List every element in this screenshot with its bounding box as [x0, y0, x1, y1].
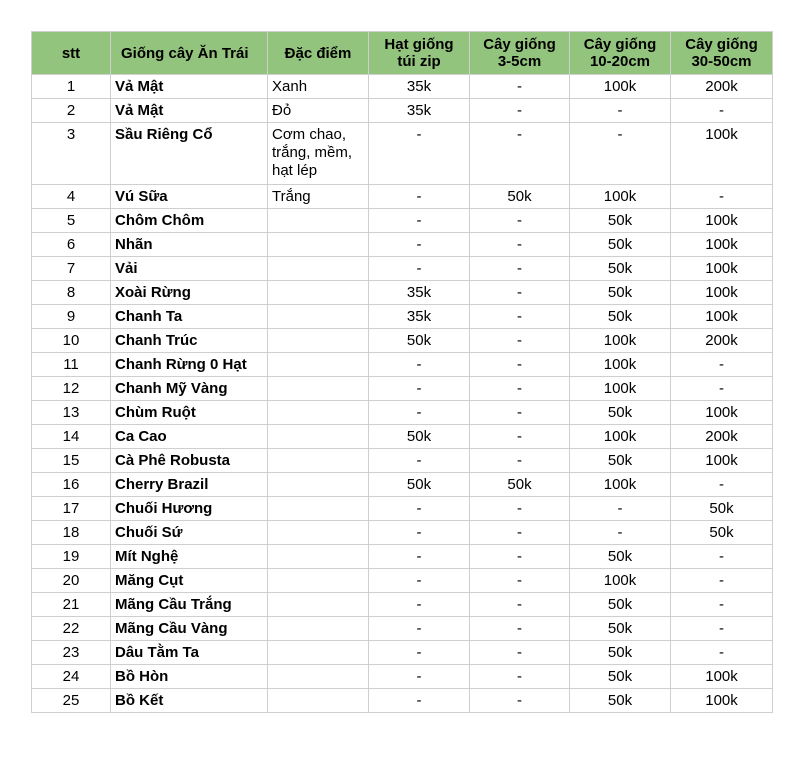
- cell-seedling-3-5-price: -: [470, 329, 570, 353]
- cell-name: Xoài Rừng: [111, 281, 268, 305]
- header-s1020-line2: 10-20cm: [589, 53, 651, 70]
- header-name: [111, 32, 268, 75]
- table-row: [32, 569, 773, 593]
- cell-seedling-3-5-price: -: [470, 641, 570, 665]
- table-row: [32, 545, 773, 569]
- cell-feature: [268, 473, 369, 497]
- table-row: [32, 473, 773, 497]
- cell-seedling-3-5-price: -: [470, 377, 570, 401]
- cell-seed-price: -: [369, 185, 470, 209]
- table-row: [32, 233, 773, 257]
- cell-stt: 7: [32, 257, 111, 281]
- table-row: [32, 353, 773, 377]
- table-row: [32, 593, 773, 617]
- table-row: [32, 75, 773, 99]
- cell-stt: 16: [32, 473, 111, 497]
- cell-seed-price: 50k: [369, 329, 470, 353]
- header-seedling-10-20: [570, 32, 671, 75]
- table-row: [32, 99, 773, 123]
- cell-feature: [268, 257, 369, 281]
- cell-seedling-10-20-price: -: [570, 123, 671, 185]
- cell-seedling-3-5-price: -: [470, 281, 570, 305]
- cell-seedling-3-5-price: -: [470, 233, 570, 257]
- cell-seedling-10-20-price: 100k: [570, 353, 671, 377]
- cell-stt: 24: [32, 665, 111, 689]
- table-row: [32, 281, 773, 305]
- cell-feature: [268, 401, 369, 425]
- cell-seedling-10-20-price: 100k: [570, 569, 671, 593]
- cell-name: Vú Sữa: [111, 185, 268, 209]
- cell-name: Chanh Trúc: [111, 329, 268, 353]
- cell-feature: [268, 641, 369, 665]
- cell-seedling-30-50-price: 100k: [671, 281, 773, 305]
- cell-name: Mãng Cầu Trắng: [111, 593, 268, 617]
- cell-seedling-10-20-price: 100k: [570, 377, 671, 401]
- cell-seedling-3-5-price: -: [470, 569, 570, 593]
- cell-seedling-10-20-price: 50k: [570, 665, 671, 689]
- cell-seedling-30-50-price: 100k: [671, 689, 773, 713]
- cell-seed-price: -: [369, 665, 470, 689]
- cell-seedling-30-50-price: 100k: [671, 123, 773, 185]
- cell-seedling-10-20-price: 50k: [570, 257, 671, 281]
- cell-stt: 25: [32, 689, 111, 713]
- cell-seedling-10-20-price: 50k: [570, 281, 671, 305]
- cell-seedling-3-5-price: -: [470, 353, 570, 377]
- cell-name: Cherry Brazil: [111, 473, 268, 497]
- table-row: [32, 401, 773, 425]
- header-stt: [32, 32, 111, 75]
- header-s35-line1: Cây giống: [483, 36, 556, 53]
- cell-feature: [268, 497, 369, 521]
- cell-seedling-3-5-price: -: [470, 497, 570, 521]
- cell-seed-price: 35k: [369, 281, 470, 305]
- cell-feature: Trắng: [268, 185, 369, 209]
- table-row: [32, 425, 773, 449]
- cell-seedling-3-5-price: 50k: [470, 473, 570, 497]
- cell-name: Bồ Hòn: [111, 665, 268, 689]
- cell-seedling-3-5-price: -: [470, 123, 570, 185]
- cell-seed-price: -: [369, 521, 470, 545]
- header-s3050-line1: Cây giống: [685, 36, 758, 53]
- cell-feature: [268, 521, 369, 545]
- cell-seedling-10-20-price: 50k: [570, 689, 671, 713]
- cell-seedling-3-5-price: 50k: [470, 185, 570, 209]
- cell-seed-price: -: [369, 497, 470, 521]
- cell-seedling-10-20-price: 100k: [570, 473, 671, 497]
- cell-seedling-3-5-price: -: [470, 257, 570, 281]
- cell-seedling-10-20-price: -: [570, 99, 671, 123]
- cell-feature: [268, 305, 369, 329]
- cell-stt: 12: [32, 377, 111, 401]
- cell-name: Chuối Hương: [111, 497, 268, 521]
- table-header: [32, 32, 773, 75]
- cell-name: Ca Cao: [111, 425, 268, 449]
- cell-feature: [268, 665, 369, 689]
- header-seedling-30-50: [671, 32, 773, 75]
- cell-seedling-30-50-price: 100k: [671, 257, 773, 281]
- cell-seedling-3-5-price: -: [470, 425, 570, 449]
- table-row: [32, 449, 773, 473]
- header-seed-line2: túi zip: [397, 53, 441, 70]
- cell-seedling-10-20-price: 100k: [570, 425, 671, 449]
- cell-feature: [268, 449, 369, 473]
- cell-seedling-30-50-price: -: [671, 99, 773, 123]
- cell-name: Nhãn: [111, 233, 268, 257]
- cell-stt: 18: [32, 521, 111, 545]
- cell-feature: [268, 617, 369, 641]
- cell-seedling-3-5-price: -: [470, 99, 570, 123]
- cell-feature: Xanh: [268, 75, 369, 99]
- cell-seed-price: -: [369, 209, 470, 233]
- cell-seed-price: 50k: [369, 425, 470, 449]
- cell-stt: 23: [32, 641, 111, 665]
- cell-seedling-30-50-price: -: [671, 617, 773, 641]
- cell-seed-price: -: [369, 593, 470, 617]
- cell-seedling-10-20-price: 50k: [570, 545, 671, 569]
- table-row: [32, 617, 773, 641]
- cell-feature: [268, 329, 369, 353]
- cell-seedling-10-20-price: -: [570, 521, 671, 545]
- table-row: [32, 665, 773, 689]
- cell-seed-price: -: [369, 689, 470, 713]
- table-row: [32, 521, 773, 545]
- table-row: [32, 185, 773, 209]
- price-table: [31, 31, 773, 713]
- cell-stt: 19: [32, 545, 111, 569]
- cell-name: Mít Nghệ: [111, 545, 268, 569]
- cell-seed-price: -: [369, 257, 470, 281]
- cell-feature: [268, 281, 369, 305]
- cell-seedling-3-5-price: -: [470, 401, 570, 425]
- cell-seedling-30-50-price: -: [671, 185, 773, 209]
- cell-seedling-30-50-price: -: [671, 569, 773, 593]
- cell-name: Dâu Tằm Ta: [111, 641, 268, 665]
- table-row: [32, 641, 773, 665]
- cell-seedling-3-5-price: -: [470, 545, 570, 569]
- cell-name: Sầu Riêng Cổ: [111, 123, 268, 185]
- cell-stt: 9: [32, 305, 111, 329]
- cell-stt: 21: [32, 593, 111, 617]
- cell-stt: 13: [32, 401, 111, 425]
- cell-seedling-10-20-price: 50k: [570, 209, 671, 233]
- cell-seedling-10-20-price: 100k: [570, 185, 671, 209]
- cell-stt: 6: [32, 233, 111, 257]
- cell-seedling-30-50-price: -: [671, 377, 773, 401]
- cell-seedling-30-50-price: 50k: [671, 497, 773, 521]
- table-row: [32, 209, 773, 233]
- cell-stt: 2: [32, 99, 111, 123]
- cell-seed-price: 50k: [369, 473, 470, 497]
- cell-seedling-30-50-price: 100k: [671, 665, 773, 689]
- cell-seedling-30-50-price: 100k: [671, 233, 773, 257]
- cell-seedling-10-20-price: 50k: [570, 401, 671, 425]
- cell-name: Chùm Ruột: [111, 401, 268, 425]
- cell-feature: [268, 209, 369, 233]
- cell-feature: Đỏ: [268, 99, 369, 123]
- cell-stt: 4: [32, 185, 111, 209]
- table-row: [32, 329, 773, 353]
- cell-seedling-10-20-price: 100k: [570, 329, 671, 353]
- cell-seedling-30-50-price: -: [671, 353, 773, 377]
- cell-feature: [268, 353, 369, 377]
- cell-name: Chanh Ta: [111, 305, 268, 329]
- cell-name: Chôm Chôm: [111, 209, 268, 233]
- cell-stt: 5: [32, 209, 111, 233]
- cell-seedling-3-5-price: -: [470, 305, 570, 329]
- header-seed: [369, 32, 470, 75]
- cell-seedling-30-50-price: 50k: [671, 521, 773, 545]
- cell-seed-price: -: [369, 569, 470, 593]
- cell-stt: 22: [32, 617, 111, 641]
- header-s35-line2: 3-5cm: [497, 53, 542, 70]
- cell-seedling-30-50-price: 100k: [671, 449, 773, 473]
- cell-name: Vả Mật: [111, 99, 268, 123]
- cell-seed-price: -: [369, 353, 470, 377]
- cell-seedling-30-50-price: -: [671, 473, 773, 497]
- header-name-label: Giống cây Ăn Trái: [121, 44, 249, 62]
- cell-stt: 11: [32, 353, 111, 377]
- cell-seedling-10-20-price: 50k: [570, 305, 671, 329]
- cell-seed-price: -: [369, 377, 470, 401]
- cell-name: Chuối Sứ: [111, 521, 268, 545]
- cell-stt: 14: [32, 425, 111, 449]
- cell-name: Chanh Mỹ Vàng: [111, 377, 268, 401]
- cell-seedling-3-5-price: -: [470, 689, 570, 713]
- header-seedling-3-5: [470, 32, 570, 75]
- cell-seedling-10-20-price: 50k: [570, 233, 671, 257]
- cell-stt: 20: [32, 569, 111, 593]
- cell-seedling-3-5-price: -: [470, 617, 570, 641]
- cell-seedling-10-20-price: 50k: [570, 449, 671, 473]
- header-s3050-line2: 30-50cm: [691, 53, 752, 70]
- cell-seedling-30-50-price: -: [671, 545, 773, 569]
- cell-seedling-10-20-price: 50k: [570, 641, 671, 665]
- cell-feature: [268, 545, 369, 569]
- cell-seed-price: -: [369, 401, 470, 425]
- header-seed-line1: Hạt giống: [384, 36, 454, 53]
- cell-stt: 1: [32, 75, 111, 99]
- cell-seedling-3-5-price: -: [470, 75, 570, 99]
- cell-seedling-30-50-price: 200k: [671, 329, 773, 353]
- cell-seed-price: -: [369, 449, 470, 473]
- cell-seedling-30-50-price: 100k: [671, 401, 773, 425]
- cell-feature: [268, 593, 369, 617]
- cell-seedling-10-20-price: 50k: [570, 593, 671, 617]
- table-row: [32, 689, 773, 713]
- cell-stt: 10: [32, 329, 111, 353]
- cell-name: Măng Cụt: [111, 569, 268, 593]
- cell-stt: 15: [32, 449, 111, 473]
- cell-feature: Cơm chao, trắng, mềm, hạt lép: [268, 123, 369, 185]
- cell-seedling-10-20-price: 100k: [570, 75, 671, 99]
- cell-seedling-30-50-price: 200k: [671, 425, 773, 449]
- cell-seed-price: 35k: [369, 99, 470, 123]
- cell-name: Bồ Kết: [111, 689, 268, 713]
- header-feature-label: Đặc điểm: [284, 44, 352, 62]
- cell-name: Mãng Cầu Vàng: [111, 617, 268, 641]
- cell-seedling-3-5-price: -: [470, 209, 570, 233]
- cell-seed-price: -: [369, 617, 470, 641]
- cell-seedling-3-5-price: -: [470, 593, 570, 617]
- cell-stt: 3: [32, 123, 111, 185]
- cell-seedling-10-20-price: -: [570, 497, 671, 521]
- cell-seedling-30-50-price: 100k: [671, 305, 773, 329]
- cell-seed-price: -: [369, 545, 470, 569]
- cell-seedling-3-5-price: -: [470, 521, 570, 545]
- cell-stt: 17: [32, 497, 111, 521]
- cell-seedling-10-20-price: 50k: [570, 617, 671, 641]
- cell-seedling-3-5-price: -: [470, 665, 570, 689]
- table-row: [32, 305, 773, 329]
- cell-seedling-30-50-price: 100k: [671, 209, 773, 233]
- table-row: [32, 257, 773, 281]
- cell-name: Cà Phê Robusta: [111, 449, 268, 473]
- cell-seed-price: -: [369, 233, 470, 257]
- cell-seedling-30-50-price: 200k: [671, 75, 773, 99]
- cell-name: Chanh Rừng 0 Hạt: [111, 353, 268, 377]
- table-row: [32, 123, 773, 185]
- cell-stt: 8: [32, 281, 111, 305]
- header-row: [32, 32, 773, 75]
- cell-seed-price: 35k: [369, 75, 470, 99]
- cell-feature: [268, 377, 369, 401]
- cell-feature: [268, 569, 369, 593]
- cell-name: Vả Mật: [111, 75, 268, 99]
- cell-seedling-30-50-price: -: [671, 641, 773, 665]
- cell-feature: [268, 689, 369, 713]
- header-feature: [268, 32, 369, 75]
- header-stt-label: stt: [61, 44, 81, 62]
- cell-feature: [268, 425, 369, 449]
- table-row: [32, 377, 773, 401]
- cell-seedling-30-50-price: -: [671, 593, 773, 617]
- table-row: [32, 497, 773, 521]
- cell-seedling-3-5-price: -: [470, 449, 570, 473]
- cell-seed-price: 35k: [369, 305, 470, 329]
- cell-seed-price: -: [369, 123, 470, 185]
- table-body: [32, 75, 773, 713]
- cell-feature: [268, 233, 369, 257]
- cell-seed-price: -: [369, 641, 470, 665]
- cell-name: Vải: [111, 257, 268, 281]
- header-s1020-line1: Cây giống: [583, 36, 657, 53]
